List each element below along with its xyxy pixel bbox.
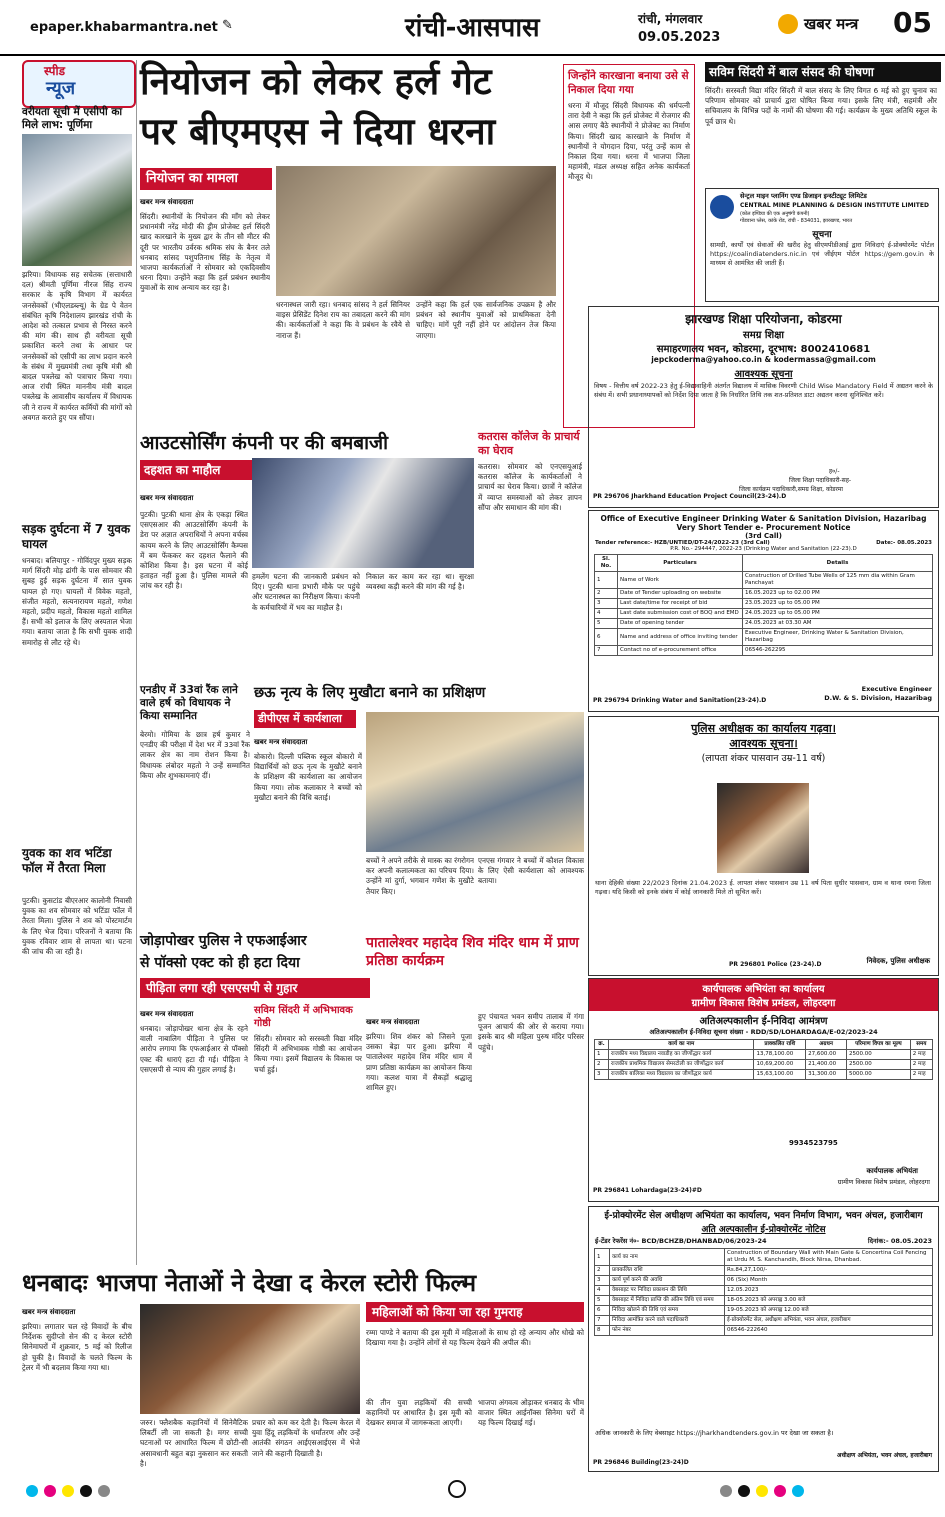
cell: 4 xyxy=(595,609,618,619)
trucks-photo xyxy=(252,458,474,568)
rwd-th: परिमाण विपत्र का मूल्य xyxy=(847,1040,911,1050)
cell: कार्य पूर्ण करने की अवधि xyxy=(610,1276,725,1286)
rwd-division: ग्रामीण विकास विशेष प्रमंडल, लोहरदगा xyxy=(589,995,938,1011)
rwd-title: अतिअल्पकालीन ई-निविदा आमंत्रण xyxy=(699,1016,828,1027)
cell: 5 xyxy=(595,1296,610,1306)
bottom-body-2: जरुर। फ्लैशबैक कहानियों में सिनेमैटिक लिबर्टी ली जा सकती है। मगर सच्ची घटनाओं पर आधारित फिल्म में छोटी-सी असावधानी बहुत बड़ा नुकसान कर सकती है। xyxy=(140,1418,248,1468)
dws-table xyxy=(594,554,933,656)
dws-tender xyxy=(588,510,939,712)
patal-byline: खबर मन्त्र संवाददाता xyxy=(366,1018,420,1026)
dws-subtitle: Very Short Tender e- Procurement Notice xyxy=(676,523,851,532)
right-top-body: सिंदरी। सरस्वती विद्या मंदिर सिंदरी में बाल संसद के लिए विगत 6 मई को हुए चुनाव का परिणाम सोमवार को प्राचार्य द्वारा घोषित किया गया। इसके लिए मंत्री, सहमंत्री और सचिवालय के विभिन्न पदों के नामों की घोषणा की गई। कार्यक्रम के मुख्य अतिथि स्कूल के पूर्व छात्र थे। xyxy=(705,86,937,126)
mid-headline-1: आउटसोर्सिंग कंपनी पर की बमबाजी xyxy=(140,432,389,454)
lead-headline-1: नियोजन को लेकर हर्ल गेट xyxy=(140,60,492,103)
cell: 2 माह xyxy=(910,1070,932,1080)
table-row xyxy=(595,1306,933,1316)
rwd-th: प्राक्कलित राशि xyxy=(754,1040,806,1050)
cinema-photo xyxy=(140,1304,360,1414)
dws-call: (3rd Call) xyxy=(745,532,782,540)
date-line-1: रांची, मंगलवार xyxy=(638,12,703,26)
chhau-kicker: डीपीएस में कार्यशाला xyxy=(254,710,356,728)
table-row xyxy=(595,589,933,599)
cyan-dot-icon xyxy=(792,1485,804,1497)
police-office: पुलिस अधीक्षक का कार्यालय गढ़वा। xyxy=(691,722,836,735)
dws-pr: PR 296794 Drinking Water and Sanitation(23-24).D xyxy=(593,697,767,704)
table-row xyxy=(595,646,933,656)
left-story-1-title: वरीयता सूची में एसीपी का मिले लाभ: पूर्णिमा xyxy=(22,106,123,131)
nda-headline: एनडीए में 33वां रैंक लाने वाले हर्ष को विधायक ने किया सम्मानित xyxy=(140,684,238,722)
cell: 06546-222640 xyxy=(725,1326,933,1336)
dws-title: Office of Executive Engineer Drinking Water & Sanitation Division, Hazaribag xyxy=(600,514,927,523)
dws-sign-2: D.W. & S. Division, Hazaribag xyxy=(824,694,932,702)
black-dot-icon xyxy=(738,1485,750,1497)
cell: 2 माह xyxy=(910,1050,932,1060)
cell: Construction of Boundary Wall with Main Gate & Concertina Coil Fencing at Urdu M. S. Kanchandih, Block Nirsa, Dhanbad. xyxy=(725,1249,933,1266)
savim-headline: सविम सिंदरी में अभिभावक गोष्ठी xyxy=(254,1005,353,1029)
katras-body: कतरास। सोमवार को एनएसयूआई कतरास कॉलेज के कार्यकर्ताओं ने प्राचार्य का घेराव किया। छात्रों ने कॉलेज में व्याप्त समस्याओं को लेकर ज्ञापन सौंपा और समाधान की मांग की। xyxy=(478,462,582,512)
brand-logo-icon xyxy=(778,14,798,34)
lead-headline-2: पर बीएमएस ने दिया धरना xyxy=(140,110,496,153)
left-story-3-title: युवक का शव भटिंडा फॉल में तैरता मिला xyxy=(22,846,112,875)
bcd-date: दिनांक:- 08.05.2023 xyxy=(867,1237,932,1245)
lead-body: सिंदरी। स्थानीयों के नियोजन की माँग को लेकर प्रधानमंत्री नरेंद्र मोदी की ड्रीम प्रोजेक्ट हर्ल सिंदरी खाद कारखाने के मुख्य द्वार के तीन सौ मीटर की दूरी पर भारतीय उर्वरक श्रमिक संघ के बैनर तले धनबाद सांसद पशुपतिनाथ सिंह के नेतृत्व में भाजपा कार्यकर्ताओं ने सोमवार को एकदिवसीय धरना दिया। उन्होंने कहा कि हर्ल प्रबंधन स्थानीय युवाओं के साथ अन्याय कर रहा है। xyxy=(140,212,270,293)
mid-kicker-1: दहशत का माहौल xyxy=(140,460,252,480)
cell: 1 xyxy=(595,572,618,589)
chhau-body: बोकारो। दिल्ली पब्लिक स्कूल बोकारो में विद्यार्थियों को छऊ नृत्य के मुखौटे बनाने के प्रशिक्षण की कार्यशाला का आयोजन किया गया। लोक कलाकार ने बच्चों को मुखौटा बनाने की विधि बताई। xyxy=(254,752,362,802)
yellow-dot-icon xyxy=(756,1485,768,1497)
chhau-photo xyxy=(366,712,584,852)
bottom-strip-body-3: भाजपा अंगवत्व ओड़ाकर धनबाद के भीम वाजार स्थित आईनॉक्स सिनेमा घरों में यह फिल्म दिखाई गई। xyxy=(478,1398,584,1428)
pocso-strip: पीड़िता लगा रही एसएसपी से गुहार xyxy=(140,978,370,998)
mid-byline-1: खबर मन्त्र संवाददाता xyxy=(140,494,194,502)
cell: 6 xyxy=(595,629,618,646)
cell: 3 xyxy=(595,1070,609,1080)
logo-top: स्पीड xyxy=(44,64,66,78)
story2-headline: जिन्होंने कारखाना बनाया उसे से निकाल दिया गया xyxy=(568,70,689,96)
story2-body: धरना में मौजूद सिंदरी विधायक की धर्मपत्नी तारा देवी ने कहा कि हर्ल प्रोजेक्ट में रोजगार की आस लगाए बैठे स्थानीयों ने प्रोजेक्ट का निर्माण किया। सिंदरी खाद कारखाने के निर्माण में स्थानीयों ने योगदान दिया, परंतु उन्हें काम से निकाल दिया गया। धरना में भाजपा जिला महामंत्री, मंडल अध्यक्ष सहित अनेक कार्यकर्ता मौजूद थे। xyxy=(568,101,690,182)
cell: Name and address of office inviting tender xyxy=(618,629,743,646)
bottom-body-3: प्रचार को कम कर देती है। फिल्म केरल में युवा हिंदू लड़कियों के धर्मांतरण और उन्हें आतंकी संगठन आईएसआईएस में भेजे जाने की कहानी दिखाती है। xyxy=(252,1418,360,1458)
bcd-title: ई-प्रोक्योरमेंट सेल अधीक्षण अभियंता का कार्यालय, भवन निर्माण विभाग, भवन अंचल, हजारीबाग xyxy=(604,1211,923,1221)
speed-news-logo xyxy=(22,60,136,108)
pocso-headline-1: जोड़ापोखर पुलिस ने एफआईआर xyxy=(140,933,307,949)
date-line-2: 09.05.2023 xyxy=(638,30,721,45)
magenta-dot-icon xyxy=(774,1485,786,1497)
rwd-ref: अतिअल्पकालीन ई-निविदा सूचना संख्या - RDD/SD/LOHARDAGA/E-02/2023-24 xyxy=(649,1028,878,1036)
cell: 5000.00 xyxy=(847,1070,911,1080)
jepc-notice-title: आवश्यक सूचना xyxy=(734,369,793,380)
table-row xyxy=(595,609,933,619)
bottom-byline: खबर मन्त्र संवाददाता xyxy=(22,1308,76,1316)
dws-ref: Tender reference:- HZB/UNTIED/DT-24/2022-23 (3rd Call) xyxy=(595,540,770,546)
jepc-pr: PR 296706 Jharkhand Education Project Council(23-24).D xyxy=(593,493,787,500)
logo-bottom: न्यूज xyxy=(46,78,76,99)
jepc-title-1: झारखण्ड शिक्षा परियोजना, कोडरमा xyxy=(685,312,842,326)
cell: वेबसाइट पर निविदा प्रकाशन की तिथि xyxy=(610,1286,725,1296)
chhau-byline: खबर मन्त्र संवाददाता xyxy=(254,738,308,746)
lead-photo xyxy=(276,166,556,296)
rwd-office: कार्यपालक अभियंता का कार्यालय xyxy=(589,979,938,995)
cell: 2500.00 xyxy=(847,1060,911,1070)
masthead xyxy=(0,0,945,56)
crosshair-icon xyxy=(448,1480,466,1498)
pocso-byline: खबर मन्त्र संवाददाता xyxy=(140,1010,194,1018)
bottom-strip-body-2: की तीन युवा लड़कियों की सच्ची कहानियों पर आधारित है। इस मूवी को देखकर समाज में जागरूकता आएगी। xyxy=(366,1398,472,1428)
rwd-th: कार्य का नाम xyxy=(609,1040,754,1050)
cell: 12.05.2023 xyxy=(725,1286,933,1296)
gray-dot-icon xyxy=(98,1485,110,1497)
bottom-body: झरिया। लगातार चल रहे विवादों के बीच निर्देशक सुदीप्तो सेन की द केरल स्टोरी सिनेमाघरों में शुक्रवार, 5 मई को रिलीज हो चुकी है। विवादों के चलते फिल्म के ट्रेलर में भी बदलाव किया गया था। xyxy=(22,1322,132,1372)
police-sub: (लापता शंकर पासवान उम्र-11 वर्ष) xyxy=(701,753,826,764)
table-row xyxy=(595,1060,933,1070)
lead-kicker: नियोजन का मामला xyxy=(140,168,272,190)
bottom-strip: महिलाओं को किया जा रहा गुमराह xyxy=(366,1302,584,1322)
cell: 13,78,100.00 xyxy=(754,1050,806,1060)
jepc-sign-2: जिला शिक्षा पदाधिकारी-सह- xyxy=(789,477,852,484)
left-story-2-title: सड़क दुर्घटना में 7 युवक घायल xyxy=(22,522,131,551)
jepc-sign-3: जिला कार्यक्रम पदाधिकारी,समग्र शिक्षा, कोडरमा xyxy=(739,486,843,493)
pocso-headline-2: से पॉक्सो एक्ट को ही हटा दिया xyxy=(140,955,300,971)
cell: 2 xyxy=(595,589,618,599)
lead-byline: खबर मन्त्र संवाददाता xyxy=(140,198,194,206)
cell: 3 xyxy=(595,1276,610,1286)
cell: राजकीय प्राथमिक विद्यालय सेमरटोली का जीर्णोद्धार कार्य xyxy=(609,1060,754,1070)
police-notice xyxy=(588,716,939,976)
cmpdi-addr: गोंडवाना प्लेस, कांके रोड, रांची - 834031, झारखण्ड, भारत xyxy=(740,218,853,224)
cell: निविदा आमंत्रित करने वाले पदाधिकारी xyxy=(610,1316,725,1326)
cmpdi-notice-body: सामग्री, कार्यों एवं सेवाओं की खरीद हेतु सीएमपीडीआई द्वारा निविदाएं ई-प्रोक्योरमेंट पोर्टल https://coalindiatenders.nic.in एवं जीईएम पोर्टल https://gem.gov.in के माध्यम से आमंत्रित की जाती हैं। xyxy=(710,241,934,267)
yellow-dot-icon xyxy=(62,1485,74,1497)
cell: 2500.00 xyxy=(847,1050,911,1060)
cell: 06 (Six) Month xyxy=(725,1276,933,1286)
chhau-body-3: एनएस गंगवार ने बच्चों में कौशल विकास के लिए ऐसी कार्यशाला को आवश्यक बताया। xyxy=(478,856,584,886)
mid-body-1c: निकाल कर काम कर रहा था। सुरक्षा व्यवस्था कड़ी करने की मांग की गई है। xyxy=(366,572,474,592)
table-row xyxy=(595,572,933,589)
cell: ई-प्रोक्योरमेंट सेल, अधीक्षण अभियंता, भवन अंचल, हजारीबाग xyxy=(725,1316,933,1326)
cell: 7 xyxy=(595,1316,610,1326)
patal-body-2: हुए पंचायत भवन समीप तालाब में गंगा पूजन आचार्य की ओर से कराया गया। इसके बाद श्री महिला पुरुष मंदिर परिसर पहुंचे। xyxy=(478,1012,584,1052)
bottom-strip-body: रम्मा पाण्डे ने बताया की इस मूवी में महिलाओं के साथ हो रहे अन्याय और धोखे को दिखाया गया है। उन्होंने लोगों से यह फिल्म देखने की अपील की। xyxy=(366,1328,584,1348)
cell: 2 xyxy=(595,1266,610,1276)
cell: Construction of Drilled Tube Wells of 125 mm dia within Gram Panchayat xyxy=(743,572,933,589)
cell: 15,63,100.00 xyxy=(754,1070,806,1080)
jepc-ad xyxy=(588,306,939,508)
table-row xyxy=(595,1266,933,1276)
dws-pr-no: P.R. No.- 294447, 2022-23 (Drinking Water and Sanitation (22-23).D xyxy=(670,546,857,552)
dws-ref-date: Date:- 08.05.2023 xyxy=(876,540,932,546)
rwd-contact: 9934523795 xyxy=(789,1139,838,1147)
dws-th: Particulars xyxy=(618,555,743,572)
column-rule xyxy=(136,60,137,1265)
cell: 2 xyxy=(595,1060,609,1070)
right-top-headline: सविम सिंदरी में बाल संसद की घोषणा xyxy=(705,62,941,82)
registration-marks-left xyxy=(26,1482,226,1496)
left-story-3-body: पुटकी। कुसटांड बीएरआर कालोनी निवासी युवक का शव सोमवार को भटिंडा फॉल में तैरता मिला। पुलिस ने शव को पोस्टमार्टम के लिए भेज दिया। परिजनों ने बताया कि युवक रविवार शाम से लापता था। घटना की जांच की जा रही है। xyxy=(22,896,132,957)
cell: प्राक्कलित राशि xyxy=(610,1266,725,1276)
cell: 4 xyxy=(595,1286,610,1296)
rwd-tender xyxy=(588,978,939,1202)
rwd-th: क्र. xyxy=(595,1040,609,1050)
nda-body: बेरमो। गोमिया के छात्र हर्ष कुमार ने एनडीए की परीक्षा में देश भर में 33वां रैंक लाकर क्षेत्र का नाम रोशन किया है। विधायक लंबोदर महतो ने उन्हें सम्मानित किया और शुभकामनाएं दीं। xyxy=(140,730,250,780)
dws-th: Details xyxy=(743,555,933,572)
mid-body-1: पुटकी। पुटकी थाना क्षेत्र के एकड़ा स्थित एसएसआर की आउटसोर्सिंग कंपनी के डेरा पर अज्ञात अपराधियों ने अपना वर्चस्व कायम करने के लिए आउटसोर्सिंग कैम्पस में बम फेंककर कर दहशत फैलाने की कोशिश किया है। इस घटना में कोई हताहत नहीं हुआ है। पुलिस मामले की जांच कर रही है। xyxy=(140,510,248,591)
table-row xyxy=(595,599,933,609)
cmpdi-name-en: CENTRAL MINE PLANNING & DESIGN INSTITUTE LIMITED xyxy=(740,202,929,209)
bottom-headline: धनबादः भाजपा नेताओं ने देखा द केरल स्टोरी फिल्म xyxy=(22,1269,477,1297)
cell: कार्य का नाम xyxy=(610,1249,725,1266)
savim-body: सिंदरी। सोमवार को सरस्वती विद्या मंदिर सिंदरी में अभिभावक गोष्ठी का आयोजन किया गया। इसमें विद्यालय के विकास पर चर्चा हुई। xyxy=(254,1034,362,1074)
site-url[interactable]: epaper.khabarmantra.net xyxy=(30,20,218,35)
left-story-1-body: झरिया। विधायक सह सचेतक (सत्ताधारी दल) श्रीमती पूर्णिमा नीरज सिंह राज्य सरकार के कृषि विभाग में कार्यरत जनसेवकों (भीएलडब्ल्यू) के ग्रेड पे वेतन संबंधित कृषि निदेशालय झारखंड रांची के आदेश को तत्काल प्रभाव से निरस्त करने की मांग की। साथ ही वरीयता सूची प्रकाशित करने तथा के आधार पर जनसेवकों को एसीपी का लाभ प्रदान करने के संबंध में मुख्यमंत्री तथा कृषि मंत्री श्री बादल पत्रलेख को पत्राचार किया गया। आज रांची स्थित माननीय मंत्री बादल पत्रलेख के आवासीय कार्यालय में विधायक जी ने राज्य में कार्यरत कर्मियों की मांगों को अवगत कराते हुए पत्र सौंपा। xyxy=(22,270,132,422)
bcd-footer: अधिक जानकारी के लिए वेबसाइट https://jharkhandtenders.gov.in पर देखा जा सकता है। xyxy=(595,1429,834,1437)
cell: 06546-262295 xyxy=(743,646,933,656)
lead-body-2: धरनास्थल जारी रहा। धनबाद सांसद ने हर्ल सिनियर वाइस प्रेसिडेंट दिनेश राय का तबादला करने की मांग की। कार्यकर्ताओं ने कहा कि वे प्रबंधन के रवैये से नाराज हैं। xyxy=(276,300,410,340)
brand-name: खबर मन्त्र xyxy=(804,15,859,33)
cell: 3 xyxy=(595,599,618,609)
jepc-office: समाहरणालय भवन, कोडरमा, दूरभाष: 8002410681 xyxy=(656,344,871,355)
cell: फोन नंबर xyxy=(610,1326,725,1336)
cmpdi-notice-title: सूचना xyxy=(812,230,832,240)
bcd-sign: अधीक्षण अभियंता, भवन अंचल, हजारीबाग xyxy=(836,1452,932,1459)
cell: 19-05.2023 को अपराह्न 12.00 बजे xyxy=(725,1306,933,1316)
table-row xyxy=(595,619,933,629)
rwd-th: अग्रधन xyxy=(806,1040,847,1050)
cell: Date of opening tender xyxy=(618,619,743,629)
cursor-icon: ✎ xyxy=(222,18,233,33)
police-sign: निवेदक, पुलिस अधीक्षक xyxy=(866,957,930,965)
patal-headline: पातालेश्वर महादेव शिव मंदिर धाम में प्राण प्रतिष्ठा कार्यक्रम xyxy=(366,935,579,969)
table-row xyxy=(595,1326,933,1336)
cmpdi-name: सेन्ट्रल माइन प्लानिंग एण्ड डिजाइन इन्स्टीट्यूट लिमिटेड xyxy=(740,192,867,200)
portrait-photo xyxy=(22,134,132,266)
pocso-body: धनबाद। जोड़ापोखर थाना क्षेत्र के रहने वाली नाबालिग पीड़िता ने पुलिस पर आरोप लगाया कि एफआईआर से पॉक्सो एक्ट की धाराएं हटा दी गई। पीड़िता ने एसएसपी से न्याय की गुहार लगाई है। xyxy=(140,1024,248,1074)
left-story-2-body: धनबाद। बलियापुर - गोविंदपुर मुख्य सड़क मार्ग सिंदरी मोड़ ढांगी के पास सोमवार की सुबह हुई सड़क दुर्घटना में सात युवक घायल हो गए। घायलों में विवेक महतो, संजीत महतो, सत्यनारायण महतो, गणेश महतो, प्रदीप महतो, विकास महतो शामिल हैं। सभी को इलाज के लिए अस्पताल भेजा गया। बताया जाता है कि सभी युवक शादी समारोह से लौट रहे थे। xyxy=(22,556,132,647)
dws-th: Sl. No. xyxy=(595,555,618,572)
jepc-sign-1: ह०/- xyxy=(829,468,840,475)
dws-sign: Executive Engineer xyxy=(861,685,932,693)
table-row xyxy=(595,1316,933,1326)
patal-body: झरिया। शिव शंकर को जिसने पूजा उसका बेड़ा पार हुआ। झरिया में पातालेश्वर महादेव शिव मंदिर धाम में प्राण प्रतिष्ठा कार्यक्रम का आयोजन किया गया। कलश यात्रा में सैकड़ों श्रद्धालु शामिल हुए। xyxy=(366,1032,472,1093)
gray-dot-icon xyxy=(720,1485,732,1497)
katras-headline: कतरास कॉलेज के प्राचार्य का घेराव xyxy=(478,430,580,457)
table-row xyxy=(595,1296,933,1306)
cell: 10,69,200.00 xyxy=(754,1060,806,1070)
chhau-headline: छऊ नृत्य के लिए मुखौटा बनाने का प्रशिक्षण xyxy=(254,685,486,701)
cell: Date of Tender uploading on website xyxy=(618,589,743,599)
cell: 24.05.2023 up to 05.00 PM xyxy=(743,609,933,619)
cmpdi-sub: (कोल इण्डिया की एक अनुषंगी कंपनी) xyxy=(740,211,810,217)
police-notice-title: आवश्यक सूचना। xyxy=(729,737,798,750)
table-row xyxy=(595,1050,933,1060)
black-dot-icon xyxy=(80,1485,92,1497)
mid-body-1b: हमलेंग घटना की जानकारी प्रबंधन को दिए। पुटकी थाना प्रभारी मौके पर पहुंचे और घटनास्थल का निरीक्षण किया। कंपनी के कर्मचारियों में भय का माहौल है। xyxy=(252,572,360,612)
cell: Rs.84,27,100/- xyxy=(725,1266,933,1276)
table-row xyxy=(595,629,933,646)
cell: 21,400.00 xyxy=(806,1060,847,1070)
cell: राजकीय मध्य विद्यालय नवाडीह का जीर्णोद्धार कार्य xyxy=(609,1050,754,1060)
cell: 18-05.2023 को अपराह्न 3.00 बजे xyxy=(725,1296,933,1306)
cell: राजकीय बालिका मध्य विद्यालय का जीर्णोद्धार कार्य xyxy=(609,1070,754,1080)
cell: 16.05.2023 up to 02.00 PM xyxy=(743,589,933,599)
chhau-body-2: बच्चों ने अपने तरीके से मास्क का रंगरोगन कर अपनी कलात्मकता का परिचय दिया। उन्होंने मां दुर्गा, भगवान गणेश के मुखौटे तैयार किए। xyxy=(366,856,474,896)
cyan-dot-icon xyxy=(26,1485,38,1497)
bcd-table xyxy=(594,1248,933,1336)
bcd-sub: अति अल्पकालीन ई-प्रोक्योरमेंट नोटिस xyxy=(701,1225,826,1235)
cell: 5 xyxy=(595,619,618,629)
page-number: 05 xyxy=(893,6,932,39)
cell: निविदा खोलने की तिथि एवं समय xyxy=(610,1306,725,1316)
rwd-table xyxy=(594,1039,933,1080)
section-title: रांची-आसपास xyxy=(405,13,540,43)
bcd-ref: ई-टेंडर रेफरेंस नं०- BCD/BCHZB/DHANBAD/06/2023-24 xyxy=(595,1237,767,1245)
cmpdi-logo-icon xyxy=(710,195,734,219)
registration-marks-right xyxy=(720,1482,920,1496)
table-row xyxy=(595,1070,933,1080)
cell: वेबसाइट में निविदा प्राप्ति की अंतिम तिथि एवं समय xyxy=(610,1296,725,1306)
table-row xyxy=(595,1276,933,1286)
police-body: थाना देहिकी संख्या 22/2023 दिनांक 21.04.2023 ई. लापता शंकर पासवान उम्र 11 वर्ष पिता सुधीर पासवान, ग्राम व थाना रमना जिला गढ़वा। यदि किसी को इनके संबंध में कोई जानकारी मिले तो सूचित करें। xyxy=(595,879,931,896)
magenta-dot-icon xyxy=(44,1485,56,1497)
bcd-tender xyxy=(588,1206,939,1472)
cell: 7 xyxy=(595,646,618,656)
police-pr: PR 296801 Police (23-24).D xyxy=(729,961,822,968)
cell: Contact no of e-procurement office xyxy=(618,646,743,656)
cell: 8 xyxy=(595,1326,610,1336)
cell: 1 xyxy=(595,1050,609,1060)
lead-body-3: उन्होंने कहा कि हर्ल एक सार्वजनिक उपक्रम है और प्रबंधन को स्थानीय युवाओं को प्राथमिकता देनी चाहिए। मांगें पूरी नहीं होने पर आंदोलन तेज किया जाएगा। xyxy=(416,300,556,340)
missing-person-photo xyxy=(717,783,809,873)
cell: Last date submission cost of BOQ and EMD xyxy=(618,609,743,619)
jepc-email[interactable]: jepckoderma@yahoo.co.in & kodermassa@gmail.com xyxy=(651,355,876,364)
cell: 2 माह xyxy=(910,1060,932,1070)
rwd-sign: कार्यपालक अभियंता xyxy=(866,1167,918,1175)
cell: 1 xyxy=(595,1249,610,1266)
cell: Executive Engineer, Drinking Water & Sanitation Division, Hazaribag xyxy=(743,629,933,646)
table-row xyxy=(595,1286,933,1296)
rwd-pr: PR 296841 Lohardaga(23-24)#D xyxy=(593,1187,702,1194)
cmpdi-ad xyxy=(705,188,939,302)
jepc-title-2: समग्र शिक्षा xyxy=(742,330,784,341)
bcd-pr: PR 296846 Building(23-24)D xyxy=(593,1459,689,1466)
cell: 31,300.00 xyxy=(806,1070,847,1080)
cell: 6 xyxy=(595,1306,610,1316)
cell: 27,600.00 xyxy=(806,1050,847,1060)
cell: Name of Work xyxy=(618,572,743,589)
cell: Last date/time for receipt of bid xyxy=(618,599,743,609)
rwd-sign-2: ग्रामीण विकास विशेष प्रमंडल, लोहरदगा xyxy=(837,1178,930,1186)
jepc-body: विषय - वित्तीय वर्ष 2022-23 हेतु ई-विद्यावाहिनी अंतर्गत विद्यालय में मासिक विवरणी Child Wise Mandatory Field में अद्यतन करने के संबंध में। सभी प्रधानाध्यापकों को निर्देश दिया जाता है कि निर्धारित तिथि तक शत-प्रतिशत डाटा अद्यतन करना सुनिश्चित करें। xyxy=(594,382,933,399)
cell: 23.05.2023 up to 05.00 PM xyxy=(743,599,933,609)
cell: 24.05.2023 at 03.30 AM xyxy=(743,619,933,629)
rwd-th: समय xyxy=(910,1040,932,1050)
table-row xyxy=(595,1249,933,1266)
